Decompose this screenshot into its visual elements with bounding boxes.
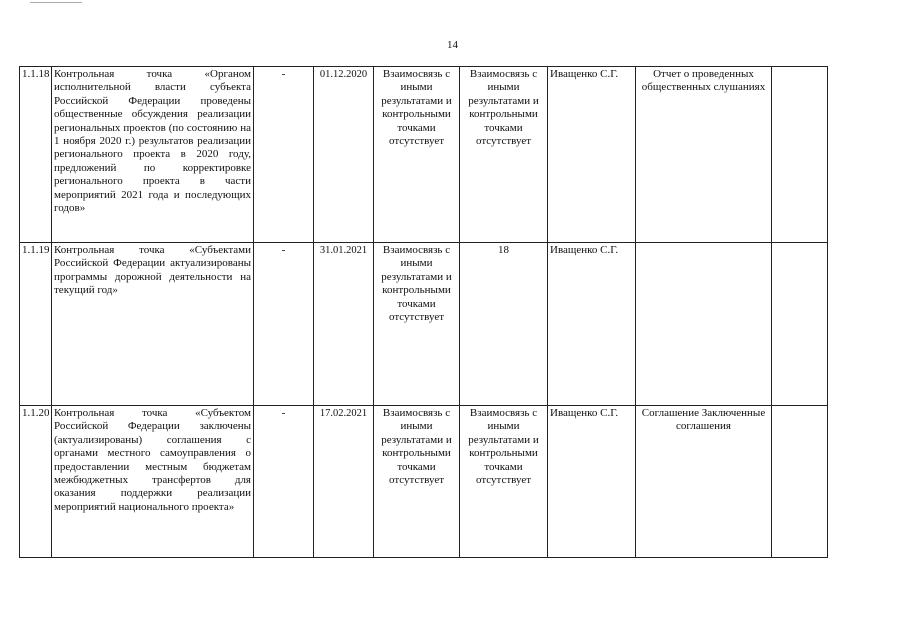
control-point-description: Контрольная точка «Субъектом Российской Федерации заключены (актуализированы) соглашения с органами местного самоуправления о предоставлении местным бюджетам межбюджетных трансфертов для оказания поддержки реализации мероприятий национального проекта» bbox=[52, 406, 254, 558]
row-number: 1.1.18 bbox=[20, 67, 52, 243]
relation-prev-cell: Взаимосвязь с иными результатами и контрольными точками отсутствует bbox=[374, 67, 460, 243]
start-date-cell: - bbox=[254, 243, 314, 406]
control-points-table bbox=[19, 66, 828, 558]
relation-prev-cell: Взаимосвязь с иными результатами и контрольными точками отсутствует bbox=[374, 406, 460, 558]
control-point-description: Контрольная точка «Субъектами Российской Федерации актуализированы программы дорожной деятельности на текущий год» bbox=[52, 243, 254, 406]
extra-cell bbox=[772, 67, 828, 243]
table-row bbox=[20, 243, 828, 406]
extra-cell bbox=[772, 406, 828, 558]
relation-prev-cell: Взаимосвязь с иными результатами и контрольными точками отсутствует bbox=[374, 243, 460, 406]
responsible-cell: Иващенко С.Г. bbox=[548, 406, 636, 558]
responsible-cell: Иващенко С.Г. bbox=[548, 67, 636, 243]
responsible-cell: Иващенко С.Г. bbox=[548, 243, 636, 406]
relation-next-cell: Взаимосвязь с иными результатами и контрольными точками отсутствует bbox=[460, 406, 548, 558]
table-row bbox=[20, 67, 828, 243]
start-date-cell: - bbox=[254, 67, 314, 243]
end-date-cell: 01.12.2020 bbox=[314, 67, 374, 243]
row-number: 1.1.19 bbox=[20, 243, 52, 406]
relation-next-cell: Взаимосвязь с иными результатами и контрольными точками отсутствует bbox=[460, 67, 548, 243]
relation-next-cell: 18 bbox=[460, 243, 548, 406]
document-cell: Отчет о проведенных общественных слушаниях bbox=[636, 67, 772, 243]
table-row bbox=[20, 406, 828, 558]
top-edge-mark bbox=[30, 2, 82, 3]
document-cell bbox=[636, 243, 772, 406]
extra-cell bbox=[772, 243, 828, 406]
row-number: 1.1.20 bbox=[20, 406, 52, 558]
page-number: 14 bbox=[447, 39, 458, 51]
start-date-cell: - bbox=[254, 406, 314, 558]
end-date-cell: 31.01.2021 bbox=[314, 243, 374, 406]
control-point-description: Контрольная точка «Органом исполнительной власти субъекта Российской Федерации проведены общественные обсуждения реализации региональных проектов (по состоянию на 1 ноября 2020 г.) результатов реализации регионального проекта в 2020 году, предложений по корректировке регионального проекта в части мероприятий 2021 года и последующих годов» bbox=[52, 67, 254, 243]
end-date-cell: 17.02.2021 bbox=[314, 406, 374, 558]
document-cell: Соглашение Заключенные соглашения bbox=[636, 406, 772, 558]
